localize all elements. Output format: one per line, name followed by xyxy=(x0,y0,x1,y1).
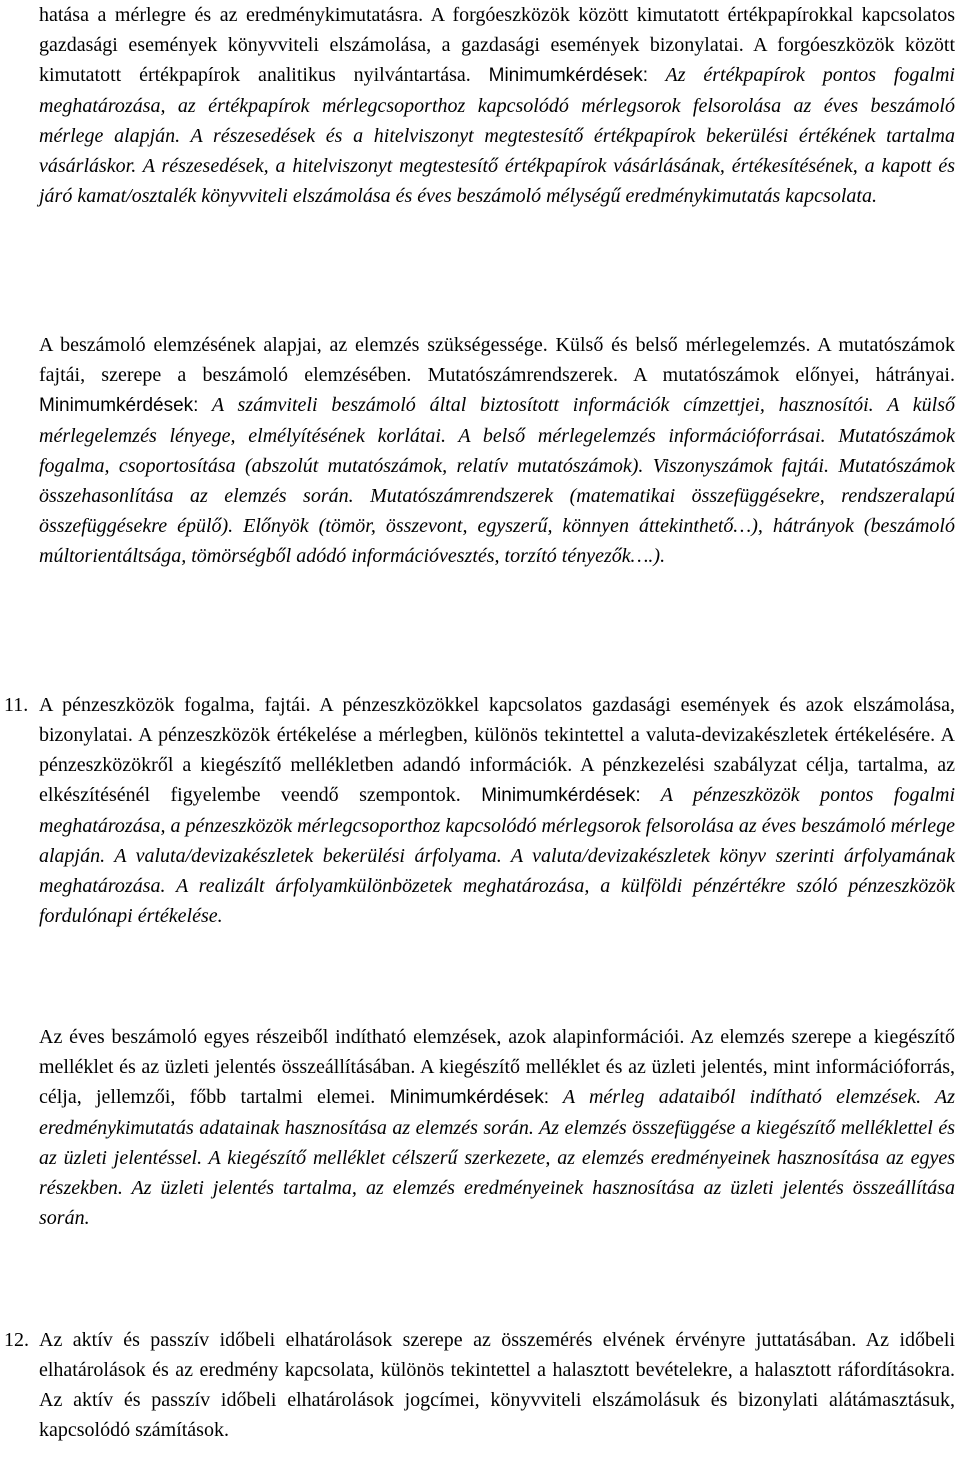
analysis-minimum-text: A számviteli beszámoló által biztosított információk címzettjei, hasznosítói. A külső mérlegelemzés lényege, elmélyítésének korlátai. A belső mérlegelemzés információforrásai. Mutatószámok fogalma, csoportosítása (abszolút mutatószámok, relatív mutatószámok). Viszonyszámok fajtái. Mutatószámok összehasonlítása az elemzés során. Mutatószámrendszerek (matematikai összefüggésekre, rendszeralapú összefüggésekre épülő). Előnyök (tömör, összevont, egyszerű, könnyen áttekinthető…), hátrányok (beszámoló múltorientáltsága, tömörségből adódó információvesztés, torzító tényezők….). xyxy=(39,394,955,567)
item-11-intro: A pénzeszközök fogalma, fajtái. A pénzeszközökkel kapcsolatos gazdasági események és azok elszámolása, bizonylatai. A pénzeszközök értékelése a mérlegben, különös tekintettel a valuta-devizakészletek értékelésére. A pénzeszközökről a kiegészítő mellékletben adandó információk. A pénzkezelési szabályzat célja, tartalma, az elkészítésénél figyelembe veendő szempontok. xyxy=(39,694,955,806)
item-11-minimum-text: A pénzeszközök pontos fogalmi meghatározása, a pénzeszközök mérlegcsoporthoz kapcsolódó mérlegsorok felsorolása az éves beszámoló mérlege alapján. A valuta/devizakészletek bekerülési árfolyama. A valuta/devizakészletek könyv szerinti árfolyamának meghatározása. A realizált árfolyamkülönbözetek meghatározása, a külföldi pénzértékre szóló pénzeszközök fordulónapi értékelése. xyxy=(39,784,956,927)
item-12-number: 12. xyxy=(4,1329,29,1351)
securities-intro: hatása a mérlegre és az eredménykimutatásra. A forgóeszközök között kimutatott értékpapírokkal kapcsolatos gazdasági események könyvviteli elszámolása, a gazdasági események bizonylatai. A forgóeszközök között kimutatott értékpapírok analitikus nyilvántartása. xyxy=(39,4,955,86)
analysis-intro: A beszámoló elemzésének alapjai, az elemzés szükségessége. Külső és belső mérlegelemzés. A mutatószámok fajtái, szerepe a beszámoló elemzésében. Mutatószámrendszerek. A mutatószámok előnyei, hátrányai. xyxy=(39,334,955,386)
report-section xyxy=(39,1022,955,1233)
analysis-minimum-label: Minimumkérdések: xyxy=(39,395,199,416)
securities-minimum-text: Az értékpapírok pontos fogalmi meghatározása, az értékpapírok mérlegcsoporthoz kapcsolódó mérlegsorok felsorolása az éves beszámoló mérlege alapján. A részesedések és a hitelviszonyt megtestesítő értékpapírok bekerülési értékének tartalma vásárláskor. A részesedések, a hitelviszonyt megtestesítő értékpapírok vásárlásának, értékesítésének, a kapott és járó kamat/osztalék könyvviteli elszámolása és éves beszámoló mélységű eredménykimutatás kapcsolata. xyxy=(39,64,955,207)
report-minimum-text: A mérleg adataiból indítható elemzések. Az eredménykimutatás adatainak hasznosítása az elemzés során. Az elemzés összefüggése a kiegészítő melléklettel és az üzleti jelentéssel. A kiegészítő melléklet célszerű szerkezete, az elemzés eredményeinek hasznosítása az egyes részekben. Az üzleti jelentés tartalma, az elemzés eredményeinek hasznosítása az üzleti jelentés összeállítása során. xyxy=(39,1086,955,1229)
item-12-paragraph xyxy=(39,1325,955,1445)
securities-paragraph xyxy=(39,0,955,211)
analysis-paragraph xyxy=(39,330,955,571)
securities-minimum-label: Minimumkérdések: xyxy=(488,65,649,86)
item-12-text: Az aktív és passzív időbeli elhatárolások szerepe az összemérés elvének érvényre juttatásában. Az időbeli elhatárolások és az eredmény kapcsolata, különös tekintettel a halasztott bevételekre, a halasztott ráfordításokra. Az aktív és passzív időbeli elhatárolások jogcímei, könyvviteli elszámolásuk és bizonylati alátámasztásuk, kapcsolódó számítások. xyxy=(39,1329,955,1441)
item-11-minimum-label: Minimumkérdések: xyxy=(481,785,641,806)
item-11-paragraph xyxy=(39,690,955,931)
report-paragraph xyxy=(39,1022,955,1233)
analysis-section xyxy=(39,330,955,571)
report-intro: Az éves beszámoló egyes részeiből indítható elemzések, azok alapinformációi. Az elemzés szerepe a kiegészítő melléklet és az üzleti jelentés összeállításában. A kiegészítő melléklet és az üzleti jelentés, mint információforrás, célja, jellemzői, főbb tartalmi elemei. xyxy=(39,1026,955,1108)
item-11 xyxy=(0,690,955,931)
item-12 xyxy=(0,1325,955,1445)
report-minimum-label: Minimumkérdések: xyxy=(389,1087,549,1108)
securities-section xyxy=(39,0,955,211)
item-11-number: 11. xyxy=(4,694,29,716)
